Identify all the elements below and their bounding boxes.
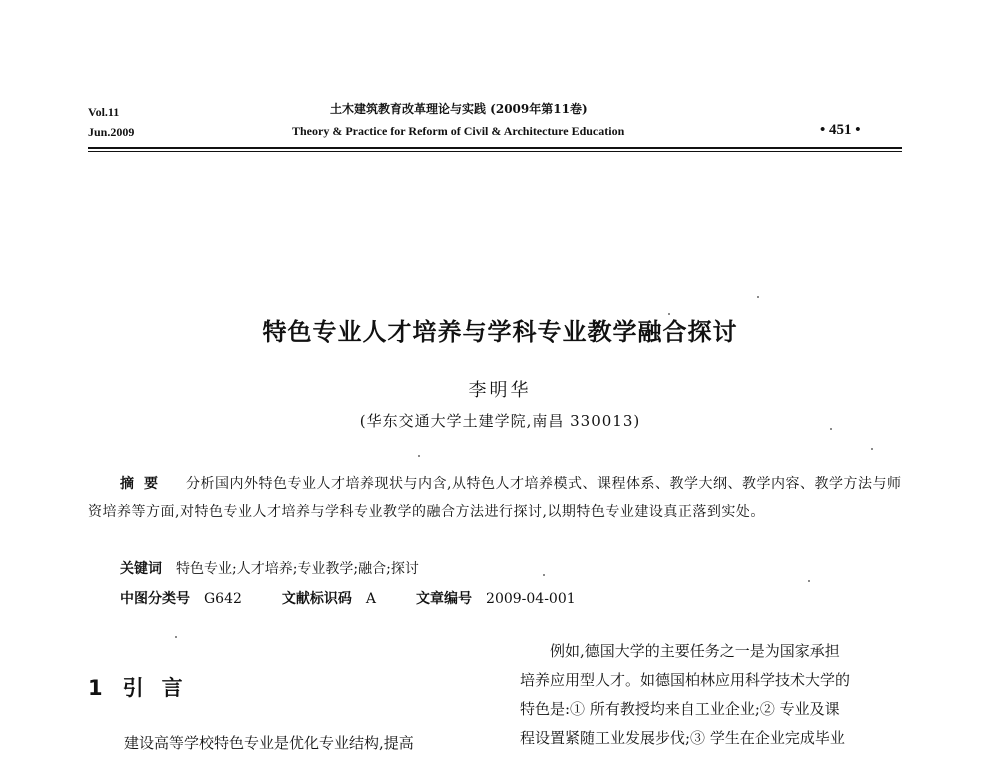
section-number: 1 (88, 676, 103, 700)
keywords-line (120, 558, 419, 578)
header-journal-chinese: 土木建筑教育改革理论与实践 (2009年第11卷) (330, 102, 588, 116)
right-column-line: 特色是:① 所有教授均来自工业企业;② 专业及课 (520, 700, 840, 718)
scan-speck (543, 574, 545, 576)
article-title: 特色专业人才培养与学科专业教学融合探讨 (262, 318, 738, 346)
section-heading (88, 672, 201, 702)
scan-speck (668, 313, 670, 315)
header-rule (88, 147, 902, 149)
scan-speck (757, 296, 759, 298)
header-rule-thin (88, 151, 902, 152)
header-volume: Vol.11 (88, 105, 120, 119)
article-author: 李明华 (468, 380, 532, 401)
clc-label: 中图分类号 (120, 591, 190, 607)
header-journal-english: Theory & Practice for Reform of Civil & Architecture Education (292, 124, 625, 138)
classification-line (120, 588, 576, 608)
abstract-text: 分析国内外特色专业人才培养现状与内含,从特色人才培养模式、课程体系、教学大纲、教学内容、教学方法与师资培养等方面,对特色专业人才培养与学科专业教学的融合方法进行探讨,以期特色专业建设真正落到实处。 (88, 476, 902, 520)
header-date: Jun.2009 (88, 125, 135, 139)
keywords-value: 特色专业;人才培养;专业教学;融合;探讨 (176, 561, 419, 577)
right-column-line: 培养应用型人才。如德国柏林应用科学技术大学的 (520, 671, 851, 689)
article-number-label: 文章编号 (416, 591, 473, 607)
right-column-line: 程设置紧随工业发展步伐;③ 学生在企业完成毕业 (520, 729, 845, 747)
abstract-label: 摘要 (120, 476, 168, 492)
right-column-line: 例如,德国大学的主要任务之一是为国家承担 (550, 642, 840, 660)
article-affiliation: (华东交通大学土建学院,南昌 330013) (359, 412, 641, 430)
scan-speck (418, 455, 420, 457)
abstract (88, 470, 904, 526)
header-page-number: • 451 • (820, 122, 861, 138)
article-number-value: 2009-04-001 (486, 591, 576, 607)
scan-speck (808, 580, 810, 582)
scan-speck (175, 636, 177, 638)
doc-code-label: 文献标识码 (281, 591, 352, 607)
clc-value: G642 (204, 591, 242, 607)
left-column-paragraph: 建设高等学校特色专业是优化专业结构,提高 (124, 734, 414, 752)
doc-code-value: A (365, 591, 377, 607)
right-column (520, 637, 904, 753)
scan-speck (871, 448, 873, 450)
section-title: 引言 (122, 676, 201, 700)
header-volume-date (88, 102, 134, 142)
keywords-label: 关键词 (120, 561, 162, 577)
scan-speck (830, 428, 832, 430)
